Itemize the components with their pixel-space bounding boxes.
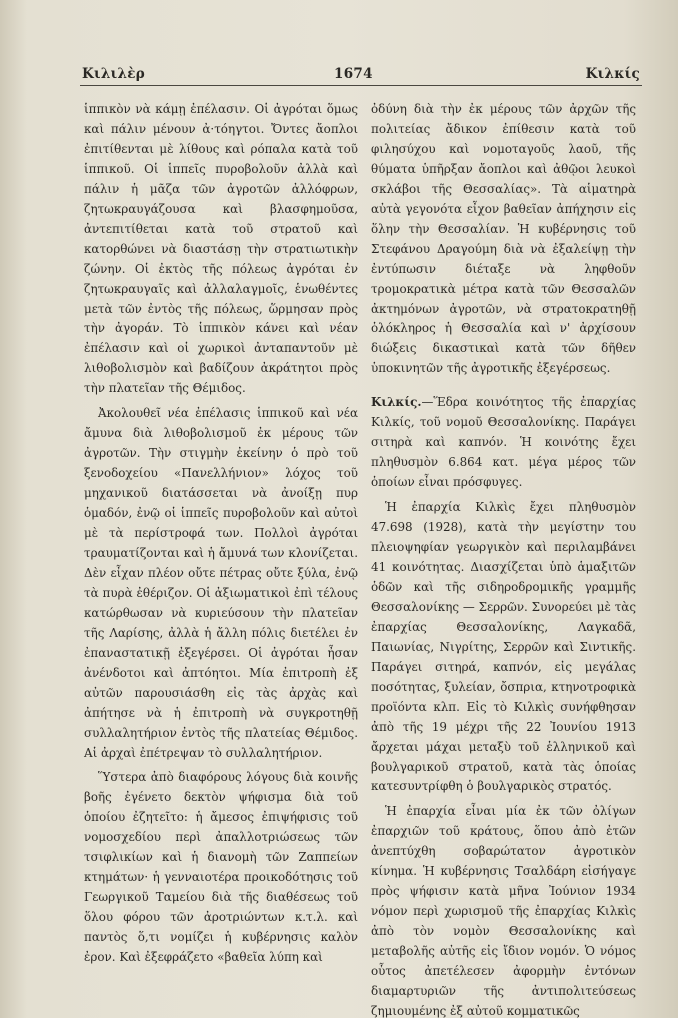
entry-text: —Ἕδρα κοινότητος τῆς ἐπαρχίας Κιλκίς, τοῦ νομοῦ Θεσσαλονίκης. Παράγει σιτηρὰ καὶ καπνόν. Ἡ κοινότης ἔχει πληθυσμὸν 6.864 κατ. μέγα μέρος τῶν ὁποίων εἶναι πρόσφυγες. <box>371 395 636 490</box>
paragraph: ὀδύνη διὰ τὴν ἐκ μέρους τῶν ἀρχῶν τῆς πολιτείας ἄδικον ἐπίθεσιν κατὰ τοῦ φιλησύχου καὶ νομοταγοῦς λαοῦ, τῆς θύματα ὑπῆρξαν ἄοπλοι καὶ ἀθῷοι λευκοὶ σκλάβοι τῆς Θεσσαλίας». Τὰ αἱματηρὰ αὐτὰ γεγονότα εἶχον βαθεῖαν ἀπήχησιν εἰς ὅλην τὴν Θεσσαλίαν. Ἡ κυβέρνησις τοῦ Στεφάνου Δραγούμη διὰ νὰ ἐξαλείψῃ τὴν ἐντύπωσιν διέταξε νὰ ληφθοῦν τρομοκρατικὰ μέτρα κατὰ τῶν Θεσσαλῶν ἀκτημόνων ἀγροτῶν, νὰ στρατοκρατηθῇ ὁλόκληρος ἡ Θεσσαλία καὶ ν' ἀρχίσουν διώξεις δικαστικαὶ κατὰ τῶν δῆθεν ὑποκινητῶν τῆς ἀγροτικῆς ἐξεγέρσεως. <box>371 102 636 376</box>
left-column <box>84 100 358 968</box>
paragraph: Ἀκολουθεῖ νέα ἐπέλασις ἱππικοῦ καὶ νέα ἄμυνα διὰ λιθοβολισμοῦ ἐκ μέρους τῶν ἀγροτῶν. Τὴν στιγμὴν ἐκείνην ὁ πρὸ τοῦ ξενοδοχείου «Πανελλήνιον» λόχος τοῦ μηχανικοῦ διατάσσεται νὰ ἀνοίξῃ πυρ ὁμαδόν, ἐνῷ οἱ ἱππεῖς πυροβολοῦν καὶ αὐτοὶ μὲ τὰ περίστροφά των. Πολλοὶ ἀγρόται τραυματίζονται καὶ ἡ ἄμυνά των κλονίζεται. Δὲν εἶχαν πλέον οὔτε πέτρας οὔτε ξύλα, ἐνῷ τὰ πυρὰ ἐθέριζον. Οἱ ἀξιωματικοὶ ἐπὶ τέλους κατώρθωσαν νὰ κυριεύσουν τὴν πλατεῖαν τῆς Λαρίσης, ἀλλὰ ἡ ἄλλη πόλις διετέλει ἐν ἐπαναστατικῇ ἐξεγέρσει. Οἱ ἀγρόται ἦσαν ἀνένδοτοι καὶ ἀπτόητοι. Μία ἐπιτροπὴ ἐξ αὐτῶν παρουσιάσθη εἰς τὰς ἀρχὰς καὶ ἀπήτησε νὰ ἡ ἐπιτροπὴ νὰ συγκροτηθῇ συλλαλητήριον ἐντὸς τῆς πλατείας Θέμιδος. Αἱ ἀρχαὶ ἐπέτρεψαν τὸ συλλαλητήριον. <box>84 406 358 760</box>
paragraph: Ἡ ἐπαρχία Κιλκὶς ἔχει πληθυσμὸν 47.698 (1928), κατὰ τὴν μεγίστην του πλειοψηφίαν γεωργικὸν καὶ περιλαμβάνει 41 κοινότητας. Διασχίζεται ὑπὸ ἁμαξιτῶν ὁδῶν καὶ τῆς σιδηροδρομικῆς γραμμῆς Θεσσαλονίκης — Σερρῶν. Συνορεύει μὲ τὰς ἐπαρχίας Θεσσαλονίκης, Λαγκαδᾶ, Παιωνίας, Νιγρίτης, Σερρῶν καὶ Σιντικῆς. Παράγει σιτηρά, καπνόν, εἰς μεγάλας ποσότητας, ξυλείαν, ὄσπρια, κτηνοτροφικὰ προϊόντα κλπ. Εἰς τὸ Κιλκὶς συνήφθησαν ἀπὸ τῆς 19 μέχρι τῆς 22 Ἰουνίου 1913 ἄρχεται μάχαι μεταξὺ τοῦ ἑλληνικοῦ καὶ βουλγαρικοῦ στρατοῦ, κατὰ τὰς ὁποίας κατεσυντρίφθη ὁ βουλγαρικὸς στρατός. <box>371 500 636 794</box>
right-column <box>371 100 636 1018</box>
paragraph: ἱππικὸν νὰ κάμῃ ἐπέλασιν. Οἱ ἀγρόται ὅμως καὶ πάλιν μένουν ἀ·τόηγτοι. Ὄντες ἄοπλοι ἐπιτίθενται μὲ λίθους καὶ ρόπαλα κατὰ τοῦ ἱππικοῦ. Οἱ ἱππεῖς πυροβολοῦν ἀλλὰ καὶ πάλιν ἡ μᾶζα τῶν ἀγροτῶν ἀλλόφρων, ζητωκραυγάζουσα καὶ βλασφημοῦσα, ἀντεπιτίθεται κατὰ τοῦ στρατοῦ καὶ κατορθώνει νὰ διαστάσῃ τὴν στρατιωτικὴν ζώνην. Οἱ ἐκτὸς τῆς πόλεως ἀγρόται ἐν ζητωκραυγαῖς καὶ ἀλλαλαγμοῖς, ἑνωθέντες μετὰ τῶν ἐντὸς τῆς πόλεως, ὥρμησαν πρὸς τὴν ἀγοράν. Τὸ ἱππικὸν κάνει καὶ νέαν ἐπέλασιν καὶ οἱ χωρικοὶ ἀνταπαντοῦν μὲ λιθοβολισμὸν καὶ βαδίζουν ἀκράτητοι πρὸς τὴν πλατεῖαν τῆς Θέμιδος. <box>84 102 358 396</box>
header-rule <box>80 85 642 86</box>
entry-headword: Κιλκίς. <box>371 395 422 410</box>
paragraph: Ὕστερα ἀπὸ διαφόρους λόγους διὰ κοινῆς βοῆς ἐγένετο δεκτὸν ψήφισμα διὰ τοῦ ὁποίου ἐζητεῖτο: ἡ ἄμεσος ἐπιψήφισις τοῦ νομοσχεδίου περὶ ἀπαλλοτριώσεως τῶν τσιφλικίων καὶ ἡ διανομὴ τῶν Ζαππείων κτημάτων· ἡ γενναιοτέρα προικοδότησις τοῦ Γεωργικοῦ Ταμείου διὰ τῆς διαθέσεως τοῦ ὅλου φόρου τῶν ἀροτριώντων κ.τ.λ. καὶ παντὸς ὅ,τι νομίζει ἡ κυβέρνησις καλὸν ἐρον. Καὶ ἐξεφράζετο «βαθεῖα λύπη καὶ <box>84 770 358 965</box>
paragraph: Ἡ ἐπαρχία εἶναι μία ἐκ τῶν ὀλίγων ἐπαρχιῶν τοῦ κράτους, ὅπου ἀπὸ ἐτῶν ἀνεπτύχθη σοβαρώτατον ἀγροτικὸν κίνημα. Ἡ κυβέρνησις Τσαλδάρη εἰσήγαγε πρὸς ψήφισιν κατὰ μῆνα Ἰούνιον 1934 νόμον περὶ χωρισμοῦ τῆς ἐπαρχίας Κιλκὶς ἀπὸ τὸν νομὸν Θεσσαλονίκης καὶ μεταβολῆς αὐτῆς εἰς ἴδιον νομόν. Ὁ νόμος οὗτος ἀπετέλεσεν ἀφορμὴν ἐντόνων διαμαρτυριῶν τῆς ἀντιπολιτεύσεως ζημιουμένης ἐξ αὐτοῦ κομματικῶς <box>371 804 636 1018</box>
page-number: 1674 <box>334 66 373 82</box>
running-head-left: Κιλιλὲρ <box>82 66 146 82</box>
running-head-right: Κιλκίς <box>585 66 640 82</box>
entry-paragraph <box>371 393 636 493</box>
